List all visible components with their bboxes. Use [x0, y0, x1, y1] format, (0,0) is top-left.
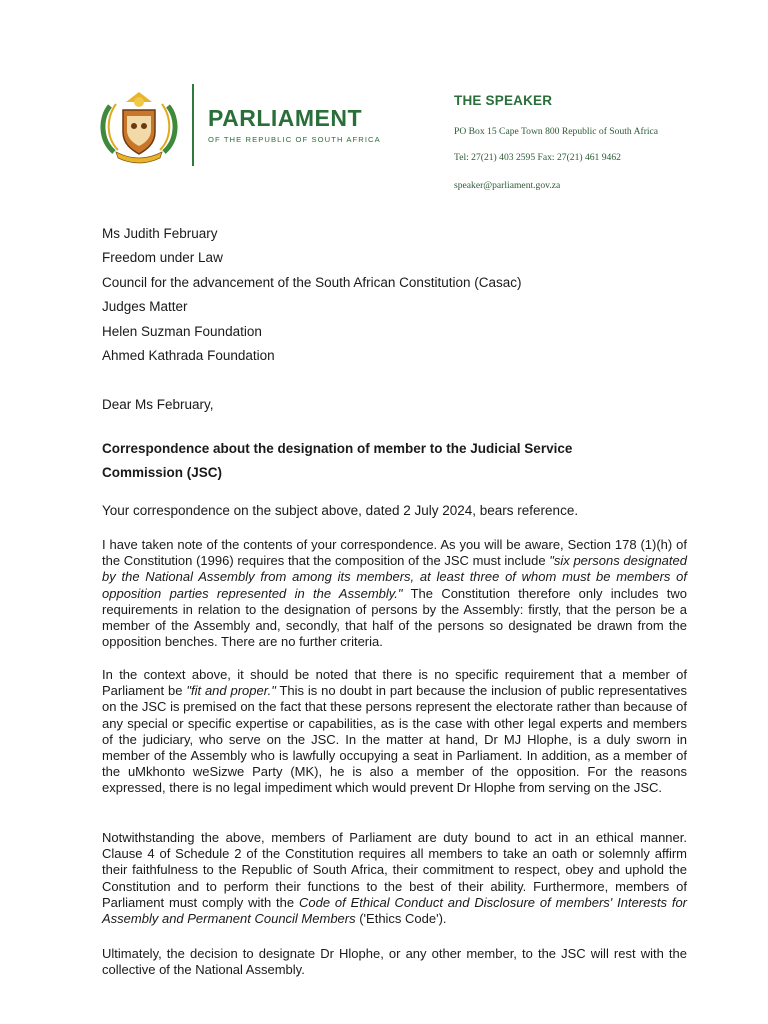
addressee-line: Ahmed Kathrada Foundation	[102, 347, 275, 363]
paragraph-text: The Constitution therefore only includes two requirements in relation to the designation of persons by the Assembly: firstly, that the person be a member of the Assembly and, secondly, that half of the persons so designated be drawn from the opposition benches. There are no further criteria.	[102, 585, 688, 650]
addressee-line: Freedom under Law	[102, 250, 223, 266]
coat-of-arms-icon	[96, 88, 182, 164]
addressee-block	[102, 226, 521, 372]
telephone-fax: Tel: 27(21) 403 2595 Fax: 27(21) 461 9462	[454, 152, 621, 163]
addressee-line: Ms Judith February	[102, 226, 218, 241]
letterhead-divider	[192, 84, 194, 166]
ethics-code-title: Code of Ethical Conduct and Disclosure of members' Interests for Assembly and Permanent Council Members	[102, 894, 687, 927]
postal-address: PO Box 15 Cape Town 800 Republic of South Africa	[454, 126, 659, 137]
paragraph-text: ('Ethics Code').	[355, 911, 447, 927]
addressee-line: Council for the advancement of the South African Constitution (Casac)	[102, 274, 522, 290]
subject-heading: Correspondence about the designation of member to the Judicial Service Commission (JSC)	[102, 441, 573, 480]
paragraph	[102, 667, 687, 797]
quoted-phrase: "fit and proper."	[186, 683, 276, 699]
paragraph-text: I have taken note of the contents of your correspondence. As you will be aware, Section 178 (1)(h) of the Constitution (1996) requires that the composition of the JSC must include	[102, 537, 687, 569]
sender-block	[454, 93, 659, 191]
salutation: Dear Ms February,	[102, 397, 214, 412]
paragraph-text: Notwithstanding the above, members of Parliament are duty bound to act in an ethical manner. Clause 4 of Schedule 2 of the Constitution requires all members to take an oath or solemnly affirm their faithfulness to the Republic of South Africa, their commitment to respect, obey and uphold the Constitution and to perform their functions to the best of their ability. Furthermore, members of Parliament must comply with the	[102, 830, 687, 910]
addressee-line: Judges Matter	[102, 299, 188, 315]
organization-block	[208, 107, 381, 144]
organization-name: PARLIAMENT	[208, 105, 363, 131]
paragraph-text: This is no doubt in part because the inclusion of public representatives on the JSC is premised on the fact that these persons represent the electorate rather than because of any special or specific expertise or capabilities, as is the case with other legal experts and members of the judiciary, who serve on the JSC. In the matter at hand, Dr MJ Hlophe, is a duly sworn in member of the Assembly who is lawfully occupying a seat in Parliament. In addition, as a member of the uMkhonto weSizwe Party (MK), he is also a member of the opposition. For the reasons expressed, there is no legal impediment which would prevent Dr Hlophe from serving on the JSC.	[102, 683, 687, 796]
addressee-line: Helen Suzman Foundation	[102, 323, 262, 339]
office-title: THE SPEAKER	[454, 93, 553, 108]
organization-subtitle: OF THE REPUBLIC OF SOUTH AFRICA	[208, 135, 381, 144]
paragraph: Ultimately, the decision to designate Dr Hlophe, or any other member, to the JSC will rest with the collective of the National Assembly.	[102, 946, 687, 978]
paragraph-text: In the context above, it should be noted that there is no specific requirement that a member of Parliament be	[102, 667, 687, 699]
paragraph	[102, 830, 687, 927]
constitution-quote: "six persons designated by the National Assembly from among its members, at least three of whom must be members of opposition parties represented in the Assembly."	[102, 553, 687, 601]
email-address: speaker@parliament.gov.za	[454, 180, 561, 191]
paragraph	[102, 537, 687, 650]
reference-line: Your correspondence on the subject above, dated 2 July 2024, bears reference.	[102, 503, 579, 518]
